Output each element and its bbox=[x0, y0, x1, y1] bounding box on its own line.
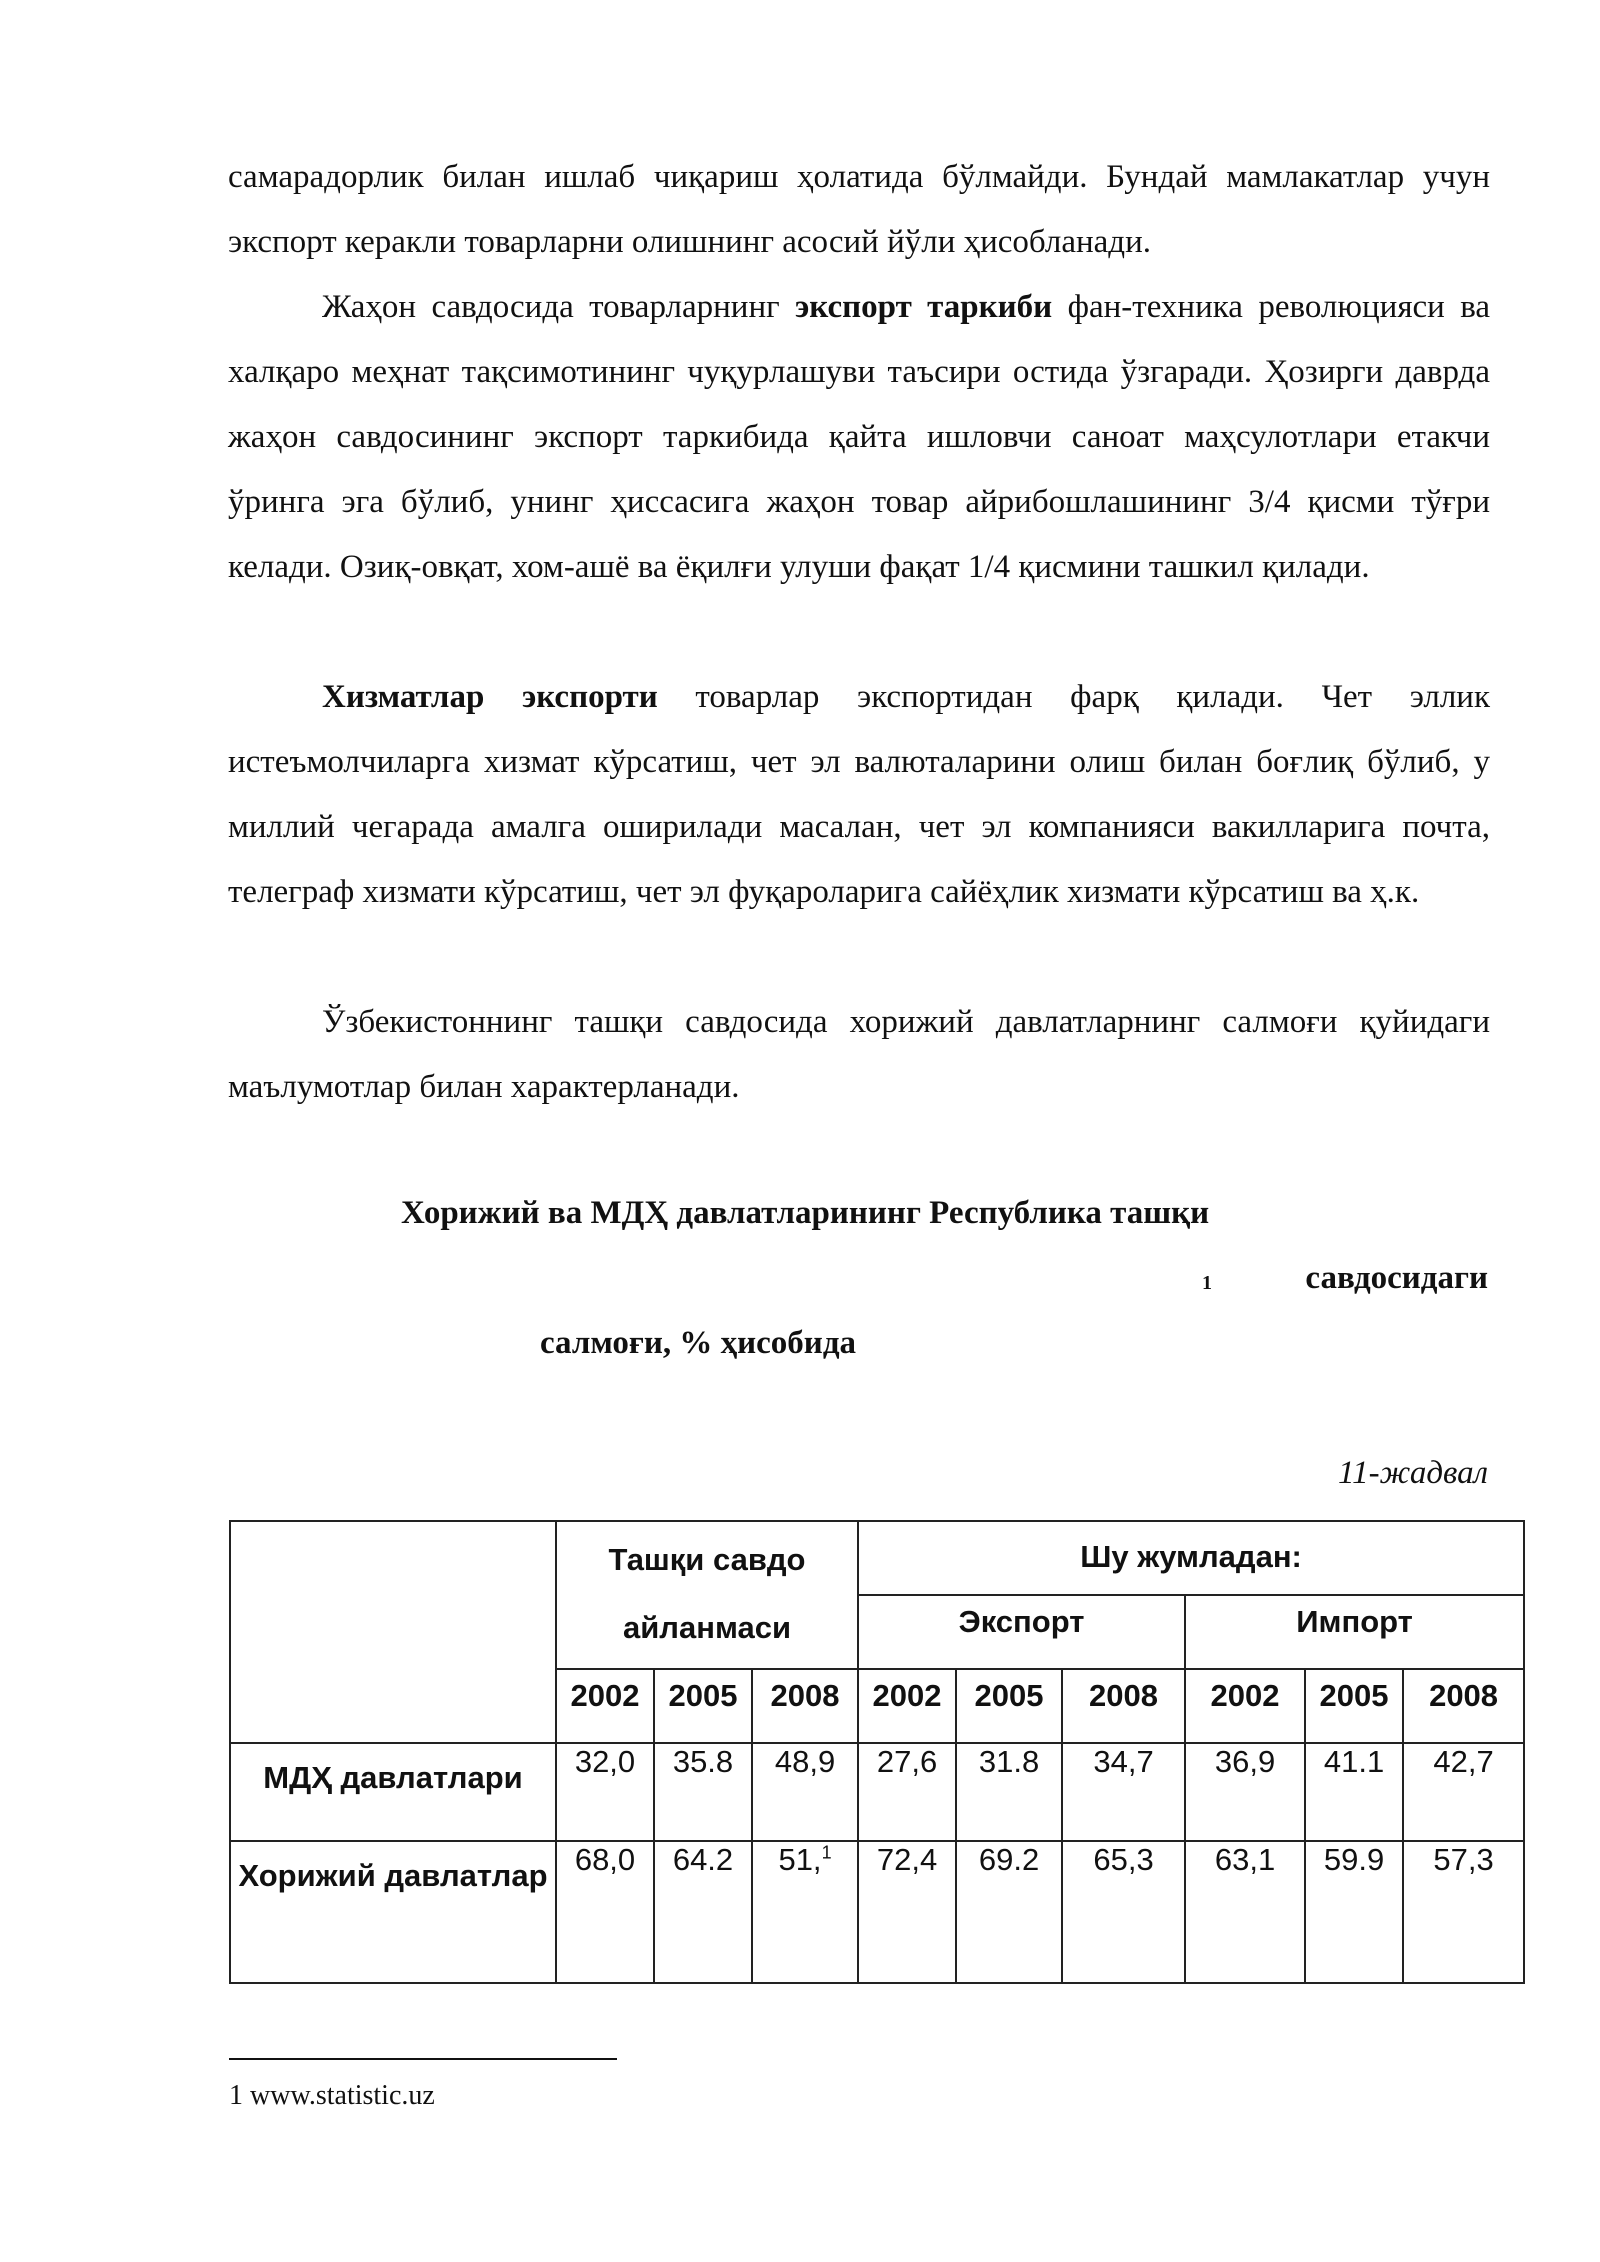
year-header: 2002 bbox=[556, 1669, 654, 1743]
trade-share-table bbox=[229, 1520, 1525, 1984]
table-title-line-2: савдосидаги bbox=[1305, 1260, 1488, 1296]
header-export: Экспорт bbox=[858, 1595, 1185, 1669]
table-corner-cell bbox=[230, 1521, 556, 1743]
footnote: 1 www.statistic.uz bbox=[229, 2080, 435, 2111]
table-cell: 36,9 bbox=[1185, 1743, 1305, 1841]
table-title-line-3: салмоғи, % ҳисобида bbox=[540, 1325, 857, 1361]
paragraph-2: Жаҳон савдосида товарларнинг экспорт таркиби фан-техника революцияси ва халқаро меҳнат тақсимотининг чуқурлашуви таъсири остида ўзгаради. Ҳозирги даврда жаҳон савдосининг экспорт таркибида қайта ишловчи саноат маҳсулотлари етакчи ўринга эга бўлиб, унинг ҳиссасига жаҳон товар айрибошлашининг 3/4 қисми тўғри келади. Озиқ-овқат, хом-ашё ва ёқилғи улуши фақат 1/4 қисмини ташкил қилади. bbox=[228, 289, 1491, 585]
table-title-line-1: Хорижий ва МДҲ давлатларининг Республика ташқи bbox=[401, 1195, 1210, 1231]
year-header: 2005 bbox=[654, 1669, 752, 1743]
table-cell: 42,7 bbox=[1403, 1743, 1524, 1841]
paragraph-4: Ўзбекистоннинг ташқи савдосида хорижий давлатларнинг салмоғи қуйидаги маълумотлар билан характерланади. bbox=[228, 1004, 1490, 1105]
table-cell: 41.1 bbox=[1305, 1743, 1403, 1841]
year-header: 2005 bbox=[956, 1669, 1062, 1743]
table-cell: 59.9 bbox=[1305, 1841, 1403, 1983]
year-header: 2002 bbox=[858, 1669, 956, 1743]
row-label-foreign: Хорижий давлатлар bbox=[230, 1841, 556, 1983]
header-import: Импорт bbox=[1185, 1595, 1524, 1669]
table-cell: 32,0 bbox=[556, 1743, 654, 1841]
year-header: 2008 bbox=[752, 1669, 858, 1743]
table-row bbox=[230, 1743, 1524, 1841]
paragraph-3: Хизматлар экспорти товарлар экспортидан фарқ қилади. Чет эллик истеъмолчиларга хизмат кўрсатиш, чет эл валюталарини олиш билан боғлиқ бўлиб, у миллий чегарада амалга оширилади масалан, чет эл компанияси вакилларига почта, телеграф хизмати кўрсатиш, чет эл фуқароларига сайёҳлик хизмати кўрсатиш ва ҳ.к. bbox=[228, 679, 1490, 910]
table-cell: 51,$^1$ bbox=[752, 1841, 858, 1983]
year-header: 2002 bbox=[1185, 1669, 1305, 1743]
table-cell: 63,1 bbox=[1185, 1841, 1305, 1983]
footnote-separator bbox=[229, 2058, 617, 2060]
table-cell: 31.8 bbox=[956, 1743, 1062, 1841]
year-header: 2008 bbox=[1403, 1669, 1524, 1743]
table-title-footnote-mark: 1 bbox=[1202, 1272, 1212, 1294]
table-cell: 65,3 bbox=[1062, 1841, 1185, 1983]
table-cell: 68,0 bbox=[556, 1841, 654, 1983]
table-number: 11-жадвал bbox=[1338, 1455, 1488, 1491]
table-cell: 35.8 bbox=[654, 1743, 752, 1841]
paragraph-1: самарадорлик билан ишлаб чиқариш ҳолатида бўлмайди. Бундай мамлакатлар учун экспорт керакли товарларни олишнинг асосий йўли ҳисобланади. bbox=[228, 159, 1490, 260]
bold-term-services-export: Хизматлар экспорти bbox=[322, 679, 658, 715]
table-cell: 64.2 bbox=[654, 1841, 752, 1983]
table-cell: 48,9 bbox=[752, 1743, 858, 1841]
bold-term-export-structure: экспорт таркиби bbox=[795, 289, 1053, 325]
year-header: 2008 bbox=[1062, 1669, 1185, 1743]
table-cell: 57,3 bbox=[1403, 1841, 1524, 1983]
header-foreign-trade-turnover: Ташқи савдо айланмаси bbox=[556, 1521, 858, 1669]
table-cell: 27,6 bbox=[858, 1743, 956, 1841]
row-label-cis: МДҲ давлатлари bbox=[230, 1743, 556, 1841]
cell-superscript: 1 bbox=[821, 1842, 832, 1863]
table-cell: 72,4 bbox=[858, 1841, 956, 1983]
table-cell: 69.2 bbox=[956, 1841, 1062, 1983]
table-row bbox=[230, 1841, 1524, 1983]
year-header: 2005 bbox=[1305, 1669, 1403, 1743]
table-cell: 34,7 bbox=[1062, 1743, 1185, 1841]
header-including: Шу жумладан: bbox=[858, 1521, 1524, 1595]
